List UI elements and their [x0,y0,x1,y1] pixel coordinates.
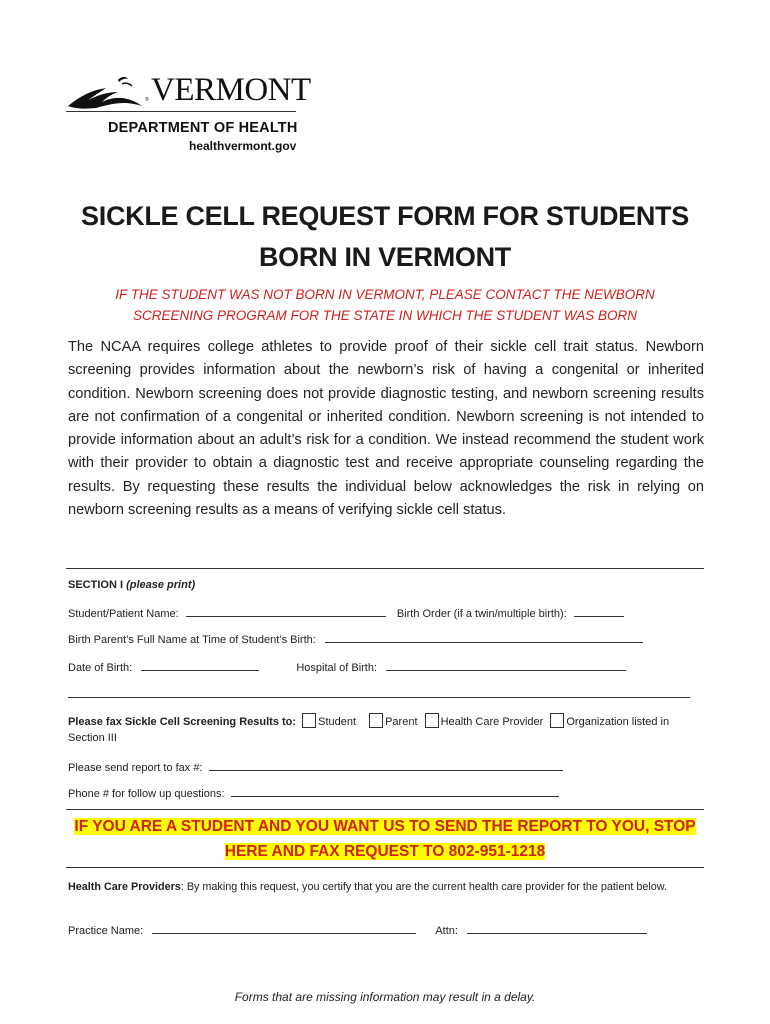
organization-checkbox[interactable] [550,713,564,728]
parent-name-label: Birth Parent’s Full Name at Time of Student’s Birth: [68,634,316,646]
parent-name-row [68,632,643,646]
student-name-row [68,606,624,620]
attn-field[interactable] [467,923,647,934]
birth-order-label: Birth Order (if a twin/multiple birth): [396,608,567,620]
option-organization: Organization listed in [566,716,670,728]
stop-banner: IF YOU ARE A STUDENT AND YOU WANT US TO SEND THE REPORT TO YOU, STOP HERE AND FAX REQUEST TO 802-951-1218 [74,818,696,860]
fax-number-field[interactable] [209,760,563,771]
phone-field[interactable] [231,786,559,797]
provider-certification: Health Care Providers: By making this request, you certify that you are the current health care provider for the patient below. [68,881,667,893]
practice-name-field[interactable] [152,923,416,934]
fax-number-label: Please send report to fax #: [68,762,203,774]
student-name-field[interactable] [186,606,386,617]
banner-top-rule [66,809,704,810]
dob-label: Date of Birth: [68,662,133,674]
logo-rule [66,111,296,112]
intro-paragraph: The NCAA requires college athletes to provide proof of their sickle cell trait status. Newborn screening provides information about the newborn’s risk of having a congenital or inherited condition. Newborn screening does not provide diagnostic testing, and newborn screening results are not confirmation of a congenital or inherited condition. Newborn screening is not intended to provide information about an adult’s risk for a condition. We instead recommend the student work with their provider to obtain a diagnostic test and receive appropriate counseling regarding the results. By requesting these results the individual below acknowledges the risk in relying on newborn screening results as a means of verifying sickle cell status. [68,339,704,519]
mountain-bird-icon [66,72,152,112]
parent-checkbox[interactable] [369,713,383,728]
phone-label: Phone # for follow up questions: [68,788,225,800]
options-continued: Section III [68,732,117,744]
hospital-label: Hospital of Birth: [296,662,378,674]
practice-row [68,923,647,937]
section-heading: SECTION I (please print) [68,579,196,591]
parent-name-field[interactable] [325,632,643,643]
option-parent: Parent [385,716,418,728]
page-title: SICKLE CELL REQUEST FORM FOR STUDENTS BORN IN VERMONT [81,201,689,272]
blank-line [68,697,690,698]
fax-results-label: Please fax Sickle Cell Screening Results to: [68,716,297,728]
hospital-field[interactable] [386,660,626,671]
out-of-state-notice: IF THE STUDENT WAS NOT BORN IN VERMONT, PLEASE CONTACT THE NEWBORN SCREENING PROGRAM FOR THE STATE IN WHICH THE STUDENT WAS BORN [115,287,655,323]
section-divider [66,568,704,569]
attn-label: Attn: [435,925,458,937]
practice-name-label: Practice Name: [68,925,144,937]
option-provider: Health Care Provider [440,716,544,728]
footer-note: Forms that are missing information may result in a delay. [234,990,536,1004]
logo-department: DEPARTMENT OF HEALTH [108,120,298,136]
student-name-label: Student/Patient Name: [68,608,179,620]
banner-bottom-rule [66,867,704,868]
logo-website: healthvermont.gov [189,139,297,153]
fax-results-row [68,713,669,728]
phone-row [68,786,559,800]
birth-order-field[interactable] [574,606,624,617]
vermont-health-logo: ® VERMONT DEPARTMENT OF HEALTH healthvermont.gov [66,70,306,160]
option-student: Student [318,716,357,728]
fax-number-row [68,760,563,774]
logo-wordmark: VERMONT [151,72,311,108]
provider-checkbox[interactable] [425,713,439,728]
dob-row [68,660,626,674]
student-checkbox[interactable] [302,713,316,728]
dob-field[interactable] [141,660,259,671]
